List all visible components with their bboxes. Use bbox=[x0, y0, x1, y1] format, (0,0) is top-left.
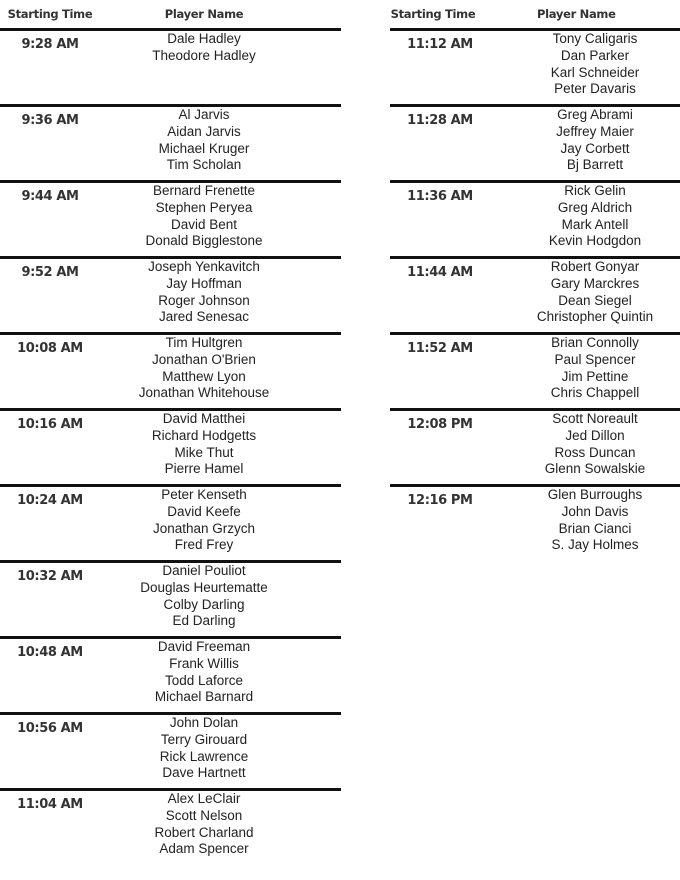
player-name: Robert Gonyar bbox=[550, 259, 640, 274]
tee-time-group bbox=[0, 712, 341, 788]
tee-time-group bbox=[0, 788, 341, 864]
table-header bbox=[0, 0, 341, 28]
player-name: Jonathan Grzych bbox=[152, 520, 256, 536]
starting-time: 10:16 AM bbox=[17, 417, 83, 432]
player-list bbox=[485, 259, 680, 326]
player-name: Greg Aldrich bbox=[557, 199, 633, 215]
player-name: Jay Hoffman bbox=[166, 275, 242, 291]
player-name: Mark Antell bbox=[561, 216, 629, 232]
starting-time: 10:48 AM bbox=[17, 645, 83, 660]
player-name: Mike Thut bbox=[174, 444, 234, 460]
tee-time-group bbox=[0, 484, 341, 560]
player-name: Dan Parker bbox=[560, 47, 630, 63]
player-name: Scott Nelson bbox=[165, 807, 243, 823]
player-name: Ed Darling bbox=[172, 613, 236, 629]
player-name: Colby Darling bbox=[163, 596, 245, 612]
tee-time-group bbox=[390, 104, 680, 180]
tee-time-group bbox=[0, 256, 341, 332]
tee-time-group bbox=[0, 636, 341, 712]
tee-time-group bbox=[390, 408, 680, 484]
player-name: Todd Laforce bbox=[164, 672, 244, 688]
tee-time-group bbox=[0, 104, 341, 180]
player-list bbox=[485, 487, 680, 554]
player-list bbox=[485, 335, 680, 402]
starting-time: 9:44 AM bbox=[21, 189, 79, 204]
player-name: Greg Abrami bbox=[557, 107, 633, 122]
player-name: Kevin Hodgdon bbox=[548, 233, 642, 249]
player-name: Roger Johnson bbox=[158, 292, 250, 308]
player-name: Tony Caligaris bbox=[552, 31, 638, 46]
player-name: S. Jay Holmes bbox=[551, 537, 639, 553]
player-list bbox=[100, 31, 308, 65]
player-name: Jonathan O'Brien bbox=[152, 351, 256, 367]
tee-time-group bbox=[390, 28, 680, 104]
player-name: Richard Hodgetts bbox=[151, 427, 257, 443]
tee-time-group bbox=[0, 408, 341, 484]
player-name: David Freeman bbox=[157, 639, 251, 654]
player-name: Dean Siegel bbox=[558, 292, 632, 308]
starting-time: 11:28 AM bbox=[407, 113, 473, 128]
player-name: Karl Schneider bbox=[550, 64, 640, 80]
player-name: Theodore Hadley bbox=[152, 47, 256, 63]
starting-time: 10:08 AM bbox=[17, 341, 83, 356]
starting-time: 10:24 AM bbox=[17, 493, 83, 508]
player-name: Michael Barnard bbox=[154, 689, 254, 705]
player-name: Jeffrey Maier bbox=[556, 123, 634, 139]
tee-time-group bbox=[390, 332, 680, 408]
player-name: Jonathan Whitehouse bbox=[138, 385, 270, 401]
player-name: Daniel Pouliot bbox=[162, 563, 246, 578]
player-name: Alex LeClair bbox=[167, 791, 241, 806]
starting-time: 12:16 PM bbox=[407, 493, 473, 508]
player-name-header: Player Name bbox=[164, 7, 244, 21]
tee-times-right-column bbox=[390, 0, 680, 560]
player-name: Michael Kruger bbox=[158, 140, 250, 156]
player-list bbox=[100, 335, 308, 402]
player-name: Gary Marckres bbox=[550, 275, 640, 291]
starting-time: 11:04 AM bbox=[17, 797, 83, 812]
player-name: Fred Frey bbox=[174, 537, 234, 553]
player-name: Brian Connolly bbox=[551, 335, 639, 350]
player-name: Terry Girouard bbox=[160, 731, 248, 747]
player-name: Glenn Sowalskie bbox=[544, 461, 646, 477]
player-name: Stephen Peryea bbox=[155, 199, 253, 215]
tee-time-group bbox=[390, 180, 680, 256]
player-list bbox=[100, 411, 308, 478]
player-name-header: Player Name bbox=[537, 7, 616, 21]
player-list bbox=[100, 107, 308, 174]
tee-times-left-column bbox=[0, 0, 341, 864]
player-list bbox=[100, 183, 308, 250]
player-name: Brian Cianci bbox=[558, 520, 632, 536]
tee-time-group bbox=[390, 256, 680, 332]
player-name: Paul Spencer bbox=[554, 351, 636, 367]
player-list bbox=[100, 563, 308, 630]
player-list bbox=[100, 639, 308, 706]
player-list bbox=[485, 107, 680, 174]
player-name: Peter Kenseth bbox=[161, 487, 247, 502]
tee-time-group bbox=[390, 484, 680, 560]
player-list bbox=[485, 31, 680, 98]
starting-time-header: Starting Time bbox=[7, 7, 93, 21]
player-name: Glen Burroughs bbox=[547, 487, 643, 502]
starting-time: 11:44 AM bbox=[407, 265, 473, 280]
player-name: Peter Davaris bbox=[554, 81, 636, 97]
player-name: John Davis bbox=[561, 503, 629, 519]
starting-time: 9:52 AM bbox=[21, 265, 79, 280]
player-list bbox=[100, 259, 308, 326]
player-name: Aidan Jarvis bbox=[167, 123, 241, 139]
starting-time: 10:56 AM bbox=[17, 721, 83, 736]
table-header bbox=[390, 0, 680, 28]
player-name: Rick Lawrence bbox=[159, 748, 249, 764]
player-name: Tim Hultgren bbox=[165, 335, 243, 350]
player-name: Bj Barrett bbox=[566, 157, 624, 173]
player-name: Adam Spencer bbox=[159, 841, 249, 857]
starting-time: 10:32 AM bbox=[17, 569, 83, 584]
player-name: Ross Duncan bbox=[554, 444, 636, 460]
starting-time: 9:36 AM bbox=[21, 113, 79, 128]
player-name: Jed Dillon bbox=[565, 427, 625, 443]
tee-time-group bbox=[0, 180, 341, 256]
player-name: Robert Charland bbox=[154, 824, 254, 840]
starting-time: 11:36 AM bbox=[407, 189, 473, 204]
starting-time: 9:28 AM bbox=[21, 37, 79, 52]
starting-time-header: Starting Time bbox=[390, 7, 476, 21]
starting-time: 12:08 PM bbox=[407, 417, 473, 432]
player-list bbox=[485, 411, 680, 478]
tee-time-group bbox=[0, 560, 341, 636]
player-name: Pierre Hamel bbox=[164, 461, 244, 477]
player-name: Tim Scholan bbox=[166, 157, 242, 173]
player-name: Frank Willis bbox=[169, 655, 239, 671]
starting-time: 11:52 AM bbox=[407, 341, 473, 356]
starting-time: 11:12 AM bbox=[407, 37, 473, 52]
player-name: Al Jarvis bbox=[178, 107, 230, 122]
player-name: Christopher Quintin bbox=[536, 309, 654, 325]
player-list bbox=[100, 487, 308, 554]
tee-time-list bbox=[390, 28, 680, 560]
player-list bbox=[100, 715, 308, 782]
player-name: Donald Bigglestone bbox=[145, 233, 263, 249]
player-name: Joseph Yenkavitch bbox=[148, 259, 260, 274]
player-name: Bernard Frenette bbox=[152, 183, 256, 198]
player-name: David Bent bbox=[170, 216, 238, 232]
player-name: David Keefe bbox=[167, 503, 241, 519]
player-name: Dave Hartnett bbox=[162, 765, 246, 781]
player-list bbox=[100, 791, 308, 858]
player-name: Jay Corbett bbox=[560, 140, 630, 156]
player-name: David Matthei bbox=[162, 411, 246, 426]
player-name: Douglas Heurtematte bbox=[140, 579, 268, 595]
tee-time-group bbox=[0, 28, 341, 104]
player-list bbox=[485, 183, 680, 250]
player-name: Jared Senesac bbox=[158, 309, 250, 325]
player-name: Dale Hadley bbox=[167, 31, 241, 46]
player-name: Matthew Lyon bbox=[162, 368, 246, 384]
player-name: Jim Pettine bbox=[561, 368, 629, 384]
tee-time-group bbox=[0, 332, 341, 408]
player-name: Chris Chappell bbox=[550, 385, 640, 401]
tee-time-list bbox=[0, 28, 341, 864]
player-name: Rick Gelin bbox=[564, 183, 626, 198]
player-name: Scott Noreault bbox=[552, 411, 638, 426]
player-name: John Dolan bbox=[169, 715, 239, 730]
